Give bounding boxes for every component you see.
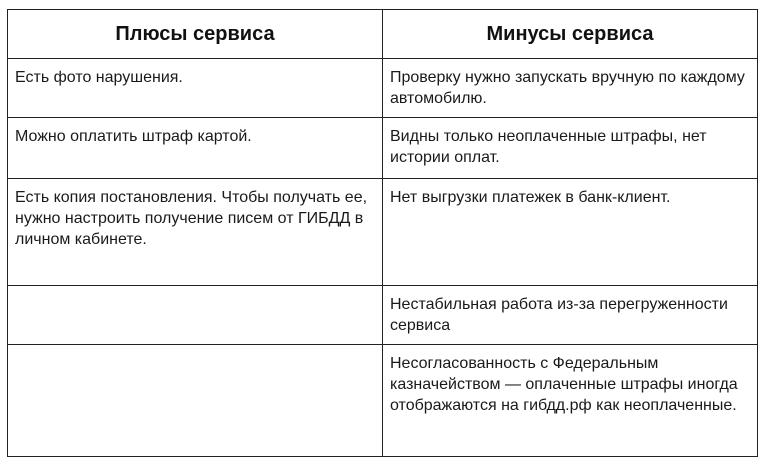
cons-cell: Проверку нужно запускать вручную по каждому автомобилю. [383, 59, 758, 118]
pros-cons-table [7, 9, 758, 457]
pros-cell [8, 345, 383, 457]
pros-cell: Есть фото нарушения. [8, 59, 383, 118]
cons-cell: Видны только неоплаченные штрафы, нет истории оплат. [383, 118, 758, 179]
cons-cell: Несогласованность с Федеральным казначейством — оплаченные штрафы иногда отображаются на гибдд.рф как неоплаченные. [383, 345, 758, 457]
pros-cell: Можно оплатить штраф картой. [8, 118, 383, 179]
pros-header: Плюсы сервиса [8, 10, 383, 59]
pros-cell [8, 286, 383, 345]
table-row [8, 179, 758, 286]
table-row [8, 59, 758, 118]
header-row [8, 10, 758, 59]
table-row [8, 286, 758, 345]
cons-header: Минусы сервиса [383, 10, 758, 59]
table-row [8, 118, 758, 179]
cons-cell: Нестабильная работа из-за перегруженности сервиса [383, 286, 758, 345]
table-row [8, 345, 758, 457]
cons-cell: Нет выгрузки платежек в банк-клиент. [383, 179, 758, 286]
pros-cell: Есть копия постановления. Чтобы получать ее, нужно настроить получение писем от ГИБДД в личном кабинете. [8, 179, 383, 286]
